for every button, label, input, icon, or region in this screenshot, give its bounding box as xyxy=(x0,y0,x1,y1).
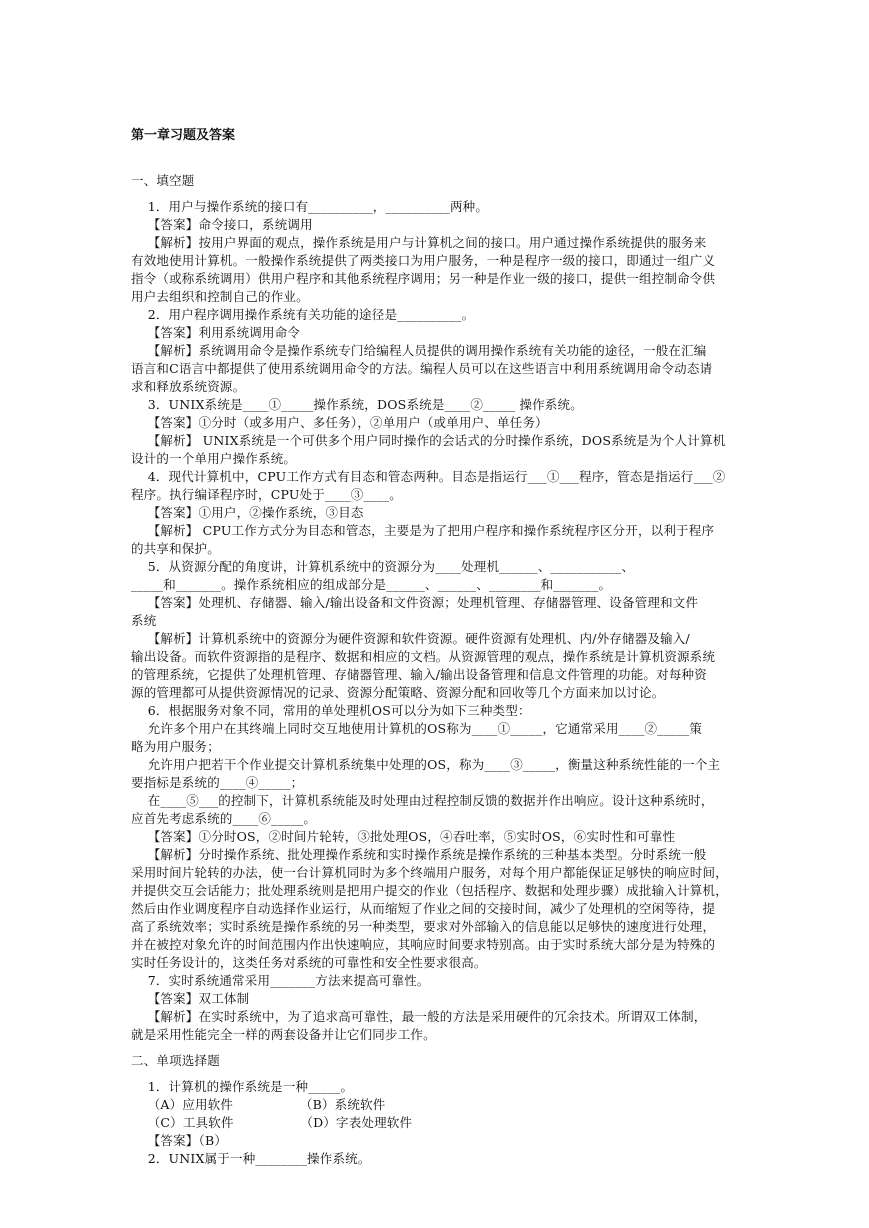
answer-line: 系统 xyxy=(131,613,157,628)
question-line: 4．现代计算机中，CPU工作方式有目态和管态两种。目态是指运行___①___程序，管态是指运行___② xyxy=(131,469,726,484)
analysis-line: 【解析】系统调用命令是操作系统专门给编程人员提供的调用操作系统有关功能的途径，一般在汇编 xyxy=(131,343,707,358)
analysis-line: 输出设备。而软件资源指的是程序、数据和相应的文档。从资源管理的观点，操作系统是计算机资源系统 xyxy=(131,649,716,664)
analysis-line: 源的管理都可从提供资源情况的记录、资源分配策略、资源分配和回收等几个方面来加以讨论。 xyxy=(131,685,665,700)
question-line: 略为用户服务； xyxy=(131,739,220,754)
analysis-line: 用户去组织和控制自己的作业。 xyxy=(131,289,309,304)
analysis-line: 求和释放系统资源。 xyxy=(131,379,246,394)
analysis-line: 然后由作业调度程序自动选择作业运行，从而缩短了作业之间的交接时间，减少了处理机的空闲等待，提 xyxy=(131,901,716,916)
answer-line: 【答案】利用系统调用命令 xyxy=(131,325,301,340)
question-line: 1．用户与操作系统的接口有__________，__________两种。 xyxy=(131,199,489,214)
analysis-line: 【解析】 CPU工作方式分为目态和管态，主要是为了把用户程序和操作系统程序区分开，以利于程序 xyxy=(131,523,715,538)
answer-line: 【答案】处理机、存储器、输入/输出设备和文件资源；处理机管理、存储器管理、设备管理和文件 xyxy=(131,595,699,610)
answer-line: 【答案】（B） xyxy=(131,1133,228,1148)
analysis-line: 并在被控对象允许的时间范围内作出快速响应，其响应时间要求特别高。由于实时系统大部分是为特殊的 xyxy=(131,937,716,952)
question-line: 5．从资源分配的角度讲，计算机系统中的资源分为____处理机______、___________、 xyxy=(131,559,635,574)
analysis-line: 【解析】按用户界面的观点，操作系统是用户与计算机之间的接口。用户通过操作系统提供的服务来 xyxy=(131,235,707,250)
analysis-line: 的管理系统，它提供了处理机管理、存储器管理、输入/输出设备管理和信息文件管理的功能。对每种资 xyxy=(131,667,707,682)
analysis-line: 并提供交互会话能力；批处理系统则是把用户提交的作业（包括程序、数据和处理步骤）成批输入计算机， xyxy=(131,883,728,898)
option-line: （C）工具软件 （D）字表处理软件 xyxy=(131,1115,413,1130)
question-line: 3．UNIX系统是____①_____操作系统，DOS系统是____②_____ 操作系统。 xyxy=(131,397,583,412)
analysis-line: 高了系统效率；实时系统是操作系统的另一种类型，要求对外部输入的信息能以足够快的速度进行处理， xyxy=(131,919,716,934)
question-line: 2．用户程序调用操作系统有关功能的途径是__________。 xyxy=(131,307,475,322)
answer-line: 【答案】①分时（或多用户、多任务），②单用户（或单用户、单任务） xyxy=(131,415,548,430)
analysis-line: 实时任务设计的，这类任务对系统的可靠性和安全性要求很高。 xyxy=(131,955,487,970)
question-line: 允许多个用户在其终端上同时交互地使用计算机的OS称为____①_____，它通常采用____②_____策 xyxy=(131,721,703,736)
analysis-line: 【解析】在实时系统中，为了追求高可靠性，最一般的方法是采用硬件的冗余技术。所谓双工体制， xyxy=(131,1009,707,1024)
question-line: _____和_______。操作系统相应的组成部分是______、______、________和_______。 xyxy=(131,577,612,592)
option-line: （A）应用软件 （B）系统软件 xyxy=(131,1097,386,1112)
chapter-title: 第一章习题及答案 xyxy=(131,128,236,143)
analysis-line: 【解析】 UNIX系统是一个可供多个用户同时操作的会话式的分时操作系统，DOS系统是为个人计算机 xyxy=(131,433,726,448)
question-line: 2．UNIX属于一种________操作系统。 xyxy=(131,1151,371,1166)
question-line: 程序。执行编译程序时，CPU处于____③____。 xyxy=(131,487,402,502)
analysis-line: 设计的一个单用户操作系统。 xyxy=(131,451,297,466)
question-line: 1．计算机的操作系统是一种_____。 xyxy=(131,1079,354,1094)
analysis-line: 就是采用性能完全一样的两套设备并让它们同步工作。 xyxy=(131,1027,436,1042)
question-line: 6．根据服务对象不同，常用的单处理机OS可以分为如下三种类型： xyxy=(131,703,531,718)
analysis-line: 的共享和保护。 xyxy=(131,541,220,556)
answer-line: 【答案】双工体制 xyxy=(131,991,250,1006)
answer-line: 【答案】①分时OS，②时间片轮转，③批处理OS，④吞吐率，⑤实时OS，⑥实时性和可靠性 xyxy=(131,829,676,844)
question-line: 允许用户把若干个作业提交计算机系统集中处理的OS，称为____③_____，衡量这种系统性能的一个主 xyxy=(131,757,721,772)
answer-line: 【答案】①用户，②操作系统，③目态 xyxy=(131,505,364,520)
analysis-line: 指令（或称系统调用）供用户程序和其他系统程序调用；另一种是作业一级的接口，提供一组控制命令供 xyxy=(131,271,716,286)
answer-line: 【答案】命令接口，系统调用 xyxy=(131,217,313,232)
question-line: 在____⑤___的控制下，计算机系统能及时处理由过程控制反馈的数据并作出响应。设计这种系统时， xyxy=(131,793,714,808)
analysis-line: 【解析】分时操作系统、批处理操作系统和实时操作系统是操作系统的三种基本类型。分时系统一般 xyxy=(131,847,707,862)
analysis-line: 采用时间片轮转的办法，使一台计算机同时为多个终端用户服务，对每个用户都能保证足够快的响应时间， xyxy=(131,865,728,880)
question-line: 7．实时系统通常采用_______方法来提高可靠性。 xyxy=(131,973,430,988)
analysis-line: 有效地使用计算机。一般操作系统提供了两类接口为用户服务，一种是程序一级的接口，即通过一组广义 xyxy=(131,253,716,268)
analysis-line: 【解析】计算机系统中的资源分为硬件资源和软件资源。硬件资源有处理机、内/外存储器及输入/ xyxy=(131,631,690,646)
question-line: 应首先考虑系统的____⑥_____。 xyxy=(131,811,317,826)
section-heading: 二、单项选择题 xyxy=(131,1053,220,1068)
section-heading: 一、填空题 xyxy=(131,173,195,188)
analysis-line: 语言和C语言中都提供了使用系统调用命令的方法。编程人员可以在这些语言中利用系统调用命令动态请 xyxy=(131,361,713,376)
question-line: 要指标是系统的____④_____； xyxy=(131,775,304,790)
